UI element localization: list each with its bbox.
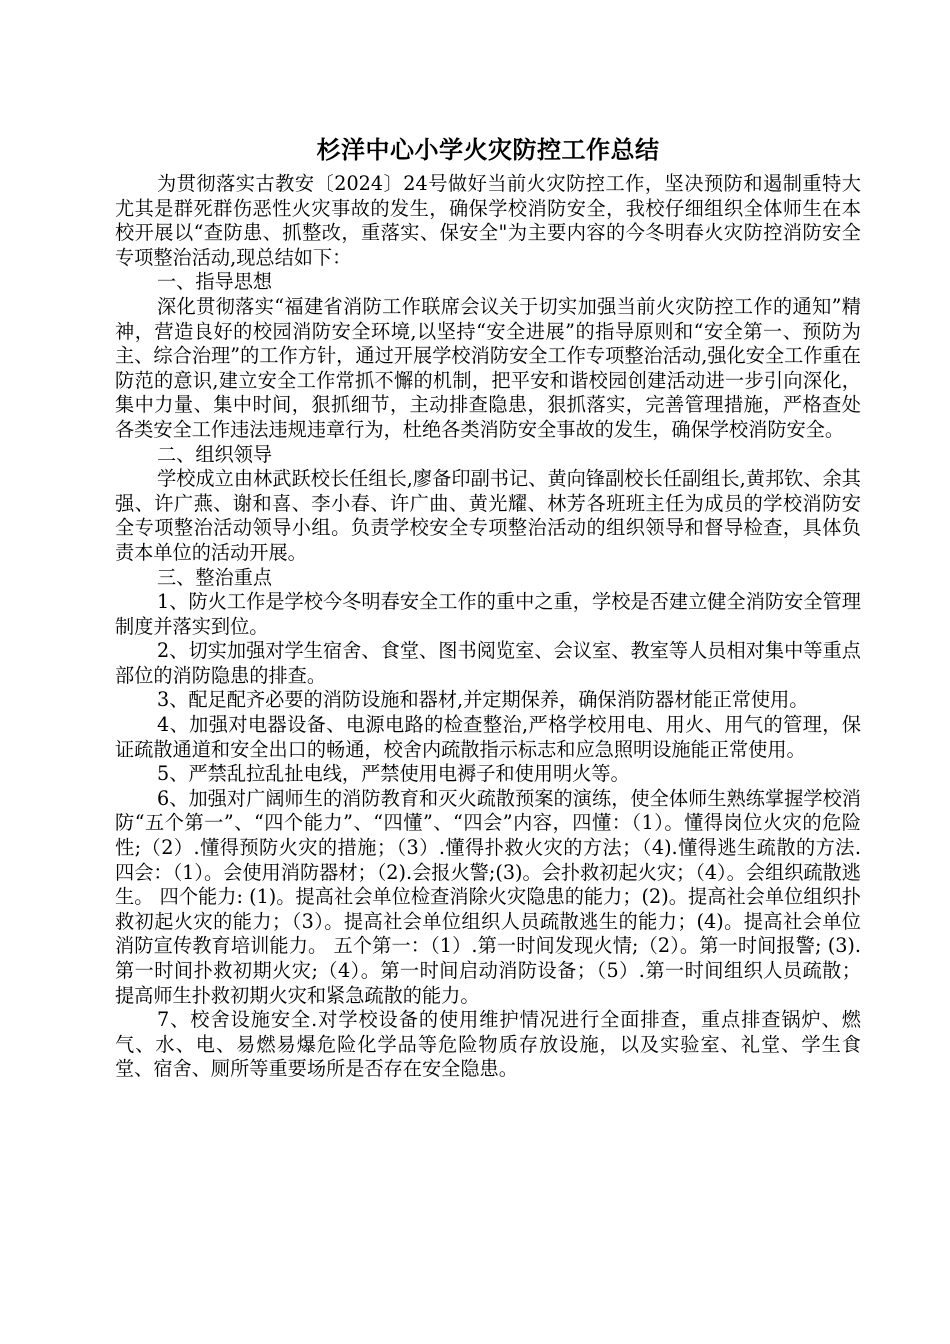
- key-point-item: 6、加强对广阔师生的消防教育和灭火疏散预案的演练，使全体师生熟练掌握学校消防“五个第一”、“四个能力”、“四懂”、“四会”内容，四懂：（1）。懂得岗位火灾的危险性;（2）.懂得预防火灾的措施；（3）.懂得扑救火灾的方法；（4).懂得逃生疏散的方法. 四会：（1）。会使用消防器材；（2).会报火警;(3)。会扑救初起火灾；（4）。会组织疏散逃生。 四个能力: (1)。提高社会单位检查消除火灾隐患的能力；(2)。提高社会单位组织扑救初起火灾的能力；（3）。提高社会单位组织人员疏散逃生的能力；(4)。提高社会单位消防宣传教育培训能力。 五个第一：（1）.第一时间发现火情;（2）。第一时间报警; (3).第一时间扑救初期火灾;（4）。第一时间启动消防设备；（5）.第一时间组织人员疏散；提高师生扑救初期火灾和紧急疏散的能力。: [115, 786, 861, 1007]
- section-heading-key-points: 三、整治重点: [157, 565, 273, 589]
- document-title: 杉洋中心小学火灾防控工作总结: [316, 135, 660, 164]
- key-point-item: 7、校舍设施安全.对学校设备的使用维护情况进行全面排查，重点排查锅炉、燃气、水、电、易燃易爆危险化学品等危险物质存放设施，以及实验室、礼堂、学生食堂、宿舍、厕所等重要场所是否存在安全隐患。: [115, 1008, 861, 1081]
- organization-paragraph: 学校成立由林武跃校长任组长,廖备印副书记、黄向锋副校长任副组长,黄邦钦、余其强、许广燕、谢和喜、李小春、许广曲、黄光耀、林芳各班班主任为成员的学校消防安全专项整治活动领导小组。负责学校安全专项整治活动的组织领导和督导检查，具体负责本单位的活动开展。: [115, 467, 861, 564]
- key-point-item: 5、严禁乱拉乱扯电线，严禁使用电褥子和使用明火等。: [157, 762, 630, 786]
- key-point-item: 3、配足配齐必要的消防设施和器材,并定期保养，确保消防器材能正常使用。: [157, 688, 809, 712]
- intro-paragraph: 为贯彻落实古教安〔2024〕24号做好当前火灾防控工作，坚决预防和遏制重特大尤其是群死群伤恶性火灾事故的发生，确保学校消防安全，我校仔细组织全体师生在本校开展以“查防患、抓整改，重落实、保安全"为主要内容的今冬明春火灾防控消防安全专项整治活动,现总结如下：: [115, 172, 861, 269]
- section-heading-guiding-ideology: 一、指导思想: [157, 270, 273, 294]
- key-point-item: 2、切实加强对学生宿舍、食堂、图书阅览室、会议室、教室等人员相对集中等重点部位的消防隐患的排查。: [115, 639, 861, 687]
- key-point-item: 1、防火工作是学校今冬明春安全工作的重中之重，学校是否建立健全消防安全管理制度并落实到位。: [115, 590, 861, 638]
- guiding-ideology-paragraph: 深化贯彻落实“福建省消防工作联席会议关于切实加强当前火灾防控工作的通知”精神，营造良好的校园消防安全环境,以坚持“安全进展”的指导原则和“安全第一、预防为主、综合治理”的工作方针，通过开展学校消防安全工作专项整治活动,强化安全工作重在防范的意识,建立安全工作常抓不懈的机制，把平安和谐校园创建活动进一步引向深化，集中力量、集中时间，狠抓细节，主动排查隐患，狠抓落实，完善管理措施，严格查处各类安全工作违法违规违章行为，杜绝各类消防安全事故的发生，确保学校消防安全。: [115, 294, 861, 441]
- document-page: [115, 132, 861, 1082]
- section-heading-organization: 二、组织领导: [157, 442, 273, 466]
- key-point-item: 4、加强对电器设备、电源电路的检查整治,严格学校用电、用火、用气的管理，保证疏散通道和安全出口的畅通，校舍内疏散指示标志和应急照明设施能正常使用。: [115, 713, 861, 761]
